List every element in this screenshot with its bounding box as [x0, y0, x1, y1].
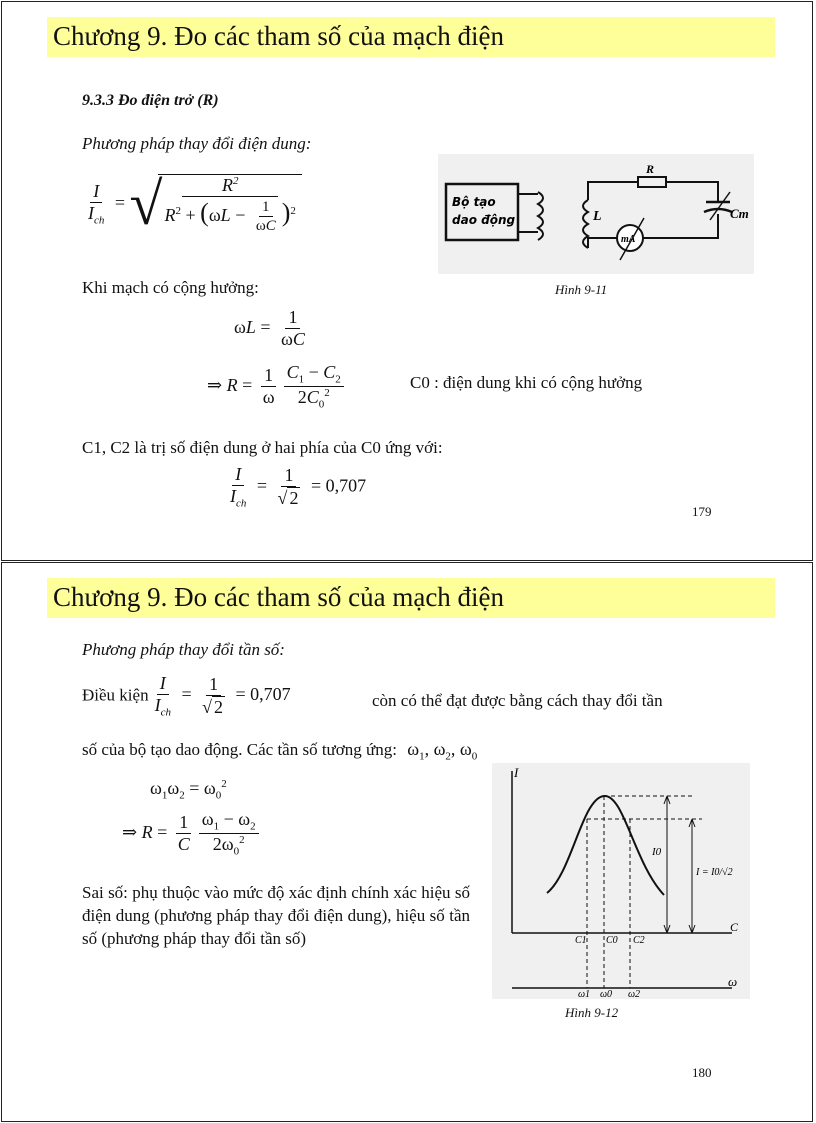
w1-label: ω1 — [578, 989, 591, 999]
formula-R: ⇒ R = $\frac{1}{\omega}$ $\frac{C_1 - C_2}{2C_0^2}$ — [207, 362, 347, 412]
omega-axis-label: ω — [728, 974, 738, 989]
title-bar — [47, 17, 775, 57]
formula-R-freq: ⇒ R = $\frac{1}{C}$ $\frac{\omega_1 - \omega_2}{2\omega_0^2}$ — [122, 809, 262, 859]
method-label: Phương pháp thay đổi điện dung: — [82, 134, 312, 153]
w2-label: ω2 — [628, 989, 641, 999]
C2-label: C2 — [633, 935, 645, 946]
y-axis-label: I — [514, 765, 519, 780]
condition-prefix: Điều kiện — [82, 685, 149, 705]
error-text: Sai số: phụ thuộc vào mức độ xác định chính xác hiệu số điện dung (phương pháp thay đổi điện dung), hiệu số tần số (phương pháp thay đổi tần số) — [82, 883, 470, 948]
condition-suffix: còn có thể đạt được bằng cách thay đổi tần — [372, 691, 663, 710]
slide-180 — [1, 562, 813, 1122]
c-axis-label: C — [730, 920, 739, 934]
condition-line: Điều kiện $\frac{I}{I_{ch}}$ = $\frac{1}{√ 2}$ = 0,707 — [82, 673, 291, 719]
figure-9-12 — [492, 763, 750, 999]
title-bar — [47, 578, 775, 618]
c1c2-text: C1, C2 là trị số điện dung ở hai phía của C0 ứng với: — [82, 438, 443, 457]
figure-caption: Hình 9-11 — [555, 282, 608, 297]
inductor-label: L — [593, 209, 602, 224]
value-0707: 0,707 — [250, 684, 291, 705]
figure-caption: Hình 9-12 — [565, 1005, 619, 1020]
w0-label: ω0 — [600, 989, 613, 999]
page-number: 180 — [692, 1065, 712, 1080]
formula-omega-product: $\omega_1\omega_2 = \omega_0^2$ — [150, 778, 227, 802]
resonance-text: Khi mạch có cộng hưởng: — [82, 278, 259, 297]
frequency-text-label: số của bộ tạo dao động. Các tần số tương ứng: — [82, 740, 397, 759]
slide-title: Chương 9. Đo các tham số của mạch điện — [53, 582, 505, 612]
capacitor-label: Cm — [730, 206, 749, 221]
slide-title: Chương 9. Đo các tham số của mạch điện — [53, 21, 505, 51]
method-label: Phương pháp thay đổi tần số: — [82, 640, 285, 659]
slide-179 — [1, 1, 813, 561]
formula-0707: $\frac{I}{I_{ch}}$ = $\frac{1}{√ 2}$ = 0,707 — [230, 464, 367, 510]
formula-ratio: $\frac{I}{I_{ch}}$ = √ $R^2$ $R^2 + (\omega L$ − $\frac{1}{\omega C}$ )$^2$ — [82, 170, 302, 239]
generator-label-2: dao động — [452, 213, 516, 227]
I-eq-label: I = I0/√2 — [696, 867, 733, 878]
value-0707: 0,707 — [325, 475, 367, 496]
section-heading: 9.3.3 Đo điện trở (R) — [82, 92, 219, 109]
generator-label-1: Bộ tạo — [452, 195, 496, 209]
figure-bg — [492, 763, 750, 999]
C1-label: C1 — [575, 935, 587, 946]
milliammeter-label: mA — [621, 234, 636, 245]
page-number: 179 — [692, 504, 712, 519]
formula-resonance: ωL = $\frac{1}{\omega C}$ — [234, 307, 305, 349]
I0-label: I0 — [652, 846, 662, 858]
resistor-label: R — [646, 162, 655, 176]
C0-label: C0 — [606, 935, 618, 946]
figure-9-11 — [438, 154, 754, 274]
frequency-text: số của bộ tạo dao động. Các tần số tương ứng: $\omega_1$, $\omega_2$, $\omega_0$ — [82, 739, 478, 763]
c0-note: C0 : điện dung khi có cộng hưởng — [410, 373, 643, 392]
